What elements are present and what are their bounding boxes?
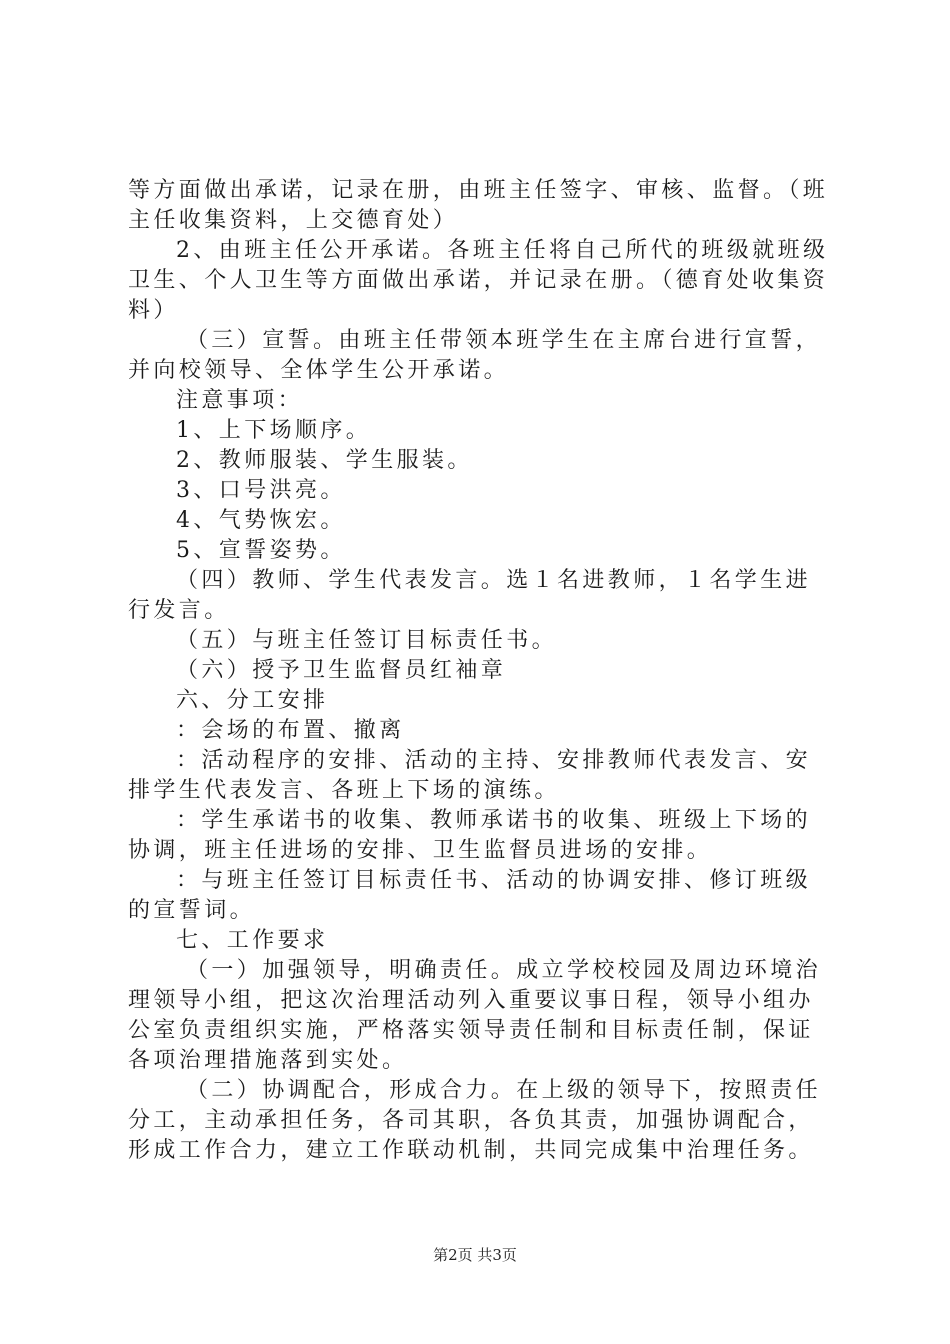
duty-item-3: ：学生承诺书的收集、教师承诺书的收集、班级上下场的协调，班主任进场的安排、卫生监督员进场的安排。 (128, 808, 812, 863)
page-footer (0, 1244, 950, 1265)
section-heading-6: 六、分工安排 (176, 688, 329, 713)
paragraph-armband: （六）授予卫生监督员红袖章 (176, 658, 507, 683)
duty-item-1: ：会场的布置、撤离 (176, 718, 405, 743)
paragraph-3: （三）宣誓。由班主任带领本班学生在主席台进行宣誓，并向校领导、全体学生公开承诺。 (128, 328, 822, 383)
paragraph-2: 2、由班主任公开承诺。各班主任将自己所代的班级就班级卫生、个人卫生等方面做出承诺，并记录在册。（德育处收集资料） (128, 238, 829, 323)
notes-heading: 注意事项： (176, 388, 304, 413)
requirement-1: （一）加强领导，明确责任。成立学校校园及周边环境治理领导小组，把这次治理活动列入重要议事日程，领导小组办公室负责组织实施，严格落实领导责任制和目标责任制，保证各项治理措施落到实处。 (128, 958, 822, 1073)
note-item-3: 3、口号洪亮。 (176, 478, 346, 503)
note-item-4: 4、气势恢宏。 (176, 508, 346, 533)
document-body (128, 176, 832, 1166)
paragraph-sign: （五）与班主任签订目标责任书。 (176, 628, 558, 653)
page-number-label: 第2页 共3页 (433, 1246, 517, 1264)
paragraph-1: 等方面做出承诺，记录在册，由班主任签字、审核、监督。（班主任收集资料，上交德育处） (128, 178, 829, 233)
note-item-5: 5、宣誓姿势。 (176, 538, 346, 563)
requirement-2: （二）协调配合，形成合力。在上级的领导下，按照责任分工，主动承担任务，各司其职，各负其责，加强协调配合，形成工作合力，建立工作联动机制，共同完成集中治理任务。 (128, 1078, 822, 1163)
section-heading-7: 七、工作要求 (176, 928, 329, 953)
note-item-2: 2、教师服装、学生服装。 (176, 448, 473, 473)
duty-item-2: ：活动程序的安排、活动的主持、安排教师代表发言、安排学生代表发言、各班上下场的演练。 (128, 748, 812, 803)
paragraph-speech: （四）教师、学生代表发言。选１名进教师，１名学生进行发言。 (128, 568, 812, 623)
note-item-1: 1、上下场顺序。 (176, 418, 372, 443)
duty-item-4: ：与班主任签订目标责任书、活动的协调安排、修订班级的宣誓词。 (128, 868, 812, 923)
